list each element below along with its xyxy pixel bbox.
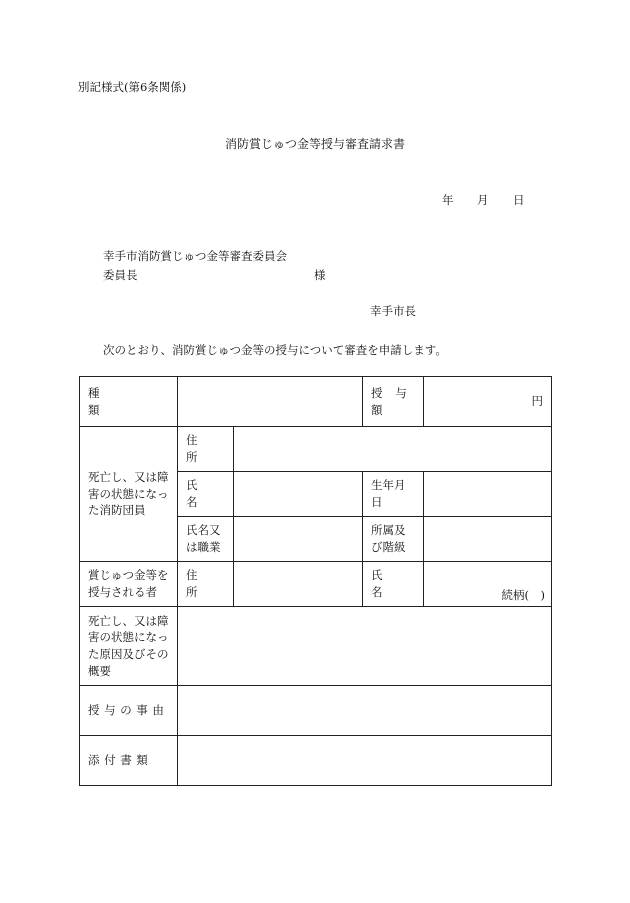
birthdate-label: 生年月日 xyxy=(363,472,424,517)
shurui-field[interactable] xyxy=(178,377,363,427)
reason-label: 授与の事由 xyxy=(80,686,178,736)
document-title: 消防賞じゅつ金等授与審査請求書 xyxy=(224,137,405,151)
table-row xyxy=(80,562,552,607)
date-year-label: 年 xyxy=(442,193,454,207)
birthdate-field[interactable] xyxy=(424,472,552,517)
yen-unit: 円 xyxy=(531,394,543,409)
affiliation-rank-label: 所属及び階級 xyxy=(363,517,424,562)
recipient-address-label: 住 所 xyxy=(178,562,234,607)
recipient-name-field[interactable] xyxy=(424,562,552,607)
juyogaku-label: 授 与 額 xyxy=(363,377,424,427)
addressee-honorific: 様 xyxy=(314,268,326,282)
table-row xyxy=(80,377,552,427)
cause-summary-label: 死亡し、又は障害の状態になった原因及びその概要 xyxy=(80,607,178,686)
table-row xyxy=(80,427,552,472)
member-group-label: 死亡し、又は障害の状態になった消防団員 xyxy=(80,427,178,562)
recipient-label: 賞じゅつ金等を授与される者 xyxy=(80,562,178,607)
shurui-label: 種 類 xyxy=(80,377,178,427)
reason-field[interactable] xyxy=(178,686,552,736)
cause-summary-field[interactable] xyxy=(178,607,552,686)
intro-text: 次のとおり、消防賞じゅつ金等の授与について審査を申請します。 xyxy=(103,343,447,357)
affiliation-rank-field[interactable] xyxy=(424,517,552,562)
application-form-table xyxy=(79,376,552,786)
recipient-name-label: 氏 名 xyxy=(363,562,424,607)
attachments-field[interactable] xyxy=(178,736,552,786)
recipient-address-field[interactable] xyxy=(234,562,363,607)
date-month-label: 月 xyxy=(477,193,489,207)
date-day-label: 日 xyxy=(513,193,525,207)
member-name-field[interactable] xyxy=(234,472,363,517)
sender-mayor: 幸手市長 xyxy=(370,304,416,318)
name-or-occupation-label: 氏名又は職業 xyxy=(178,517,234,562)
table-row xyxy=(80,686,552,736)
member-address-field[interactable] xyxy=(234,427,552,472)
juyogaku-field[interactable] xyxy=(424,377,552,427)
jusho-label: 住 所 xyxy=(178,427,234,472)
form-label: 別記様式(第6条関係) xyxy=(78,80,187,94)
name-or-occupation-field[interactable] xyxy=(234,517,363,562)
attachments-label: 添付書類 xyxy=(80,736,178,786)
addressee-committee: 幸手市消防賞じゅつ金等審査委員会 xyxy=(103,249,287,263)
shimei-label: 氏 名 xyxy=(178,472,234,517)
relationship-label: 続柄( ) xyxy=(501,588,545,603)
addressee-chairman: 委員長 xyxy=(103,268,138,282)
table-row xyxy=(80,736,552,786)
table-row xyxy=(80,607,552,686)
